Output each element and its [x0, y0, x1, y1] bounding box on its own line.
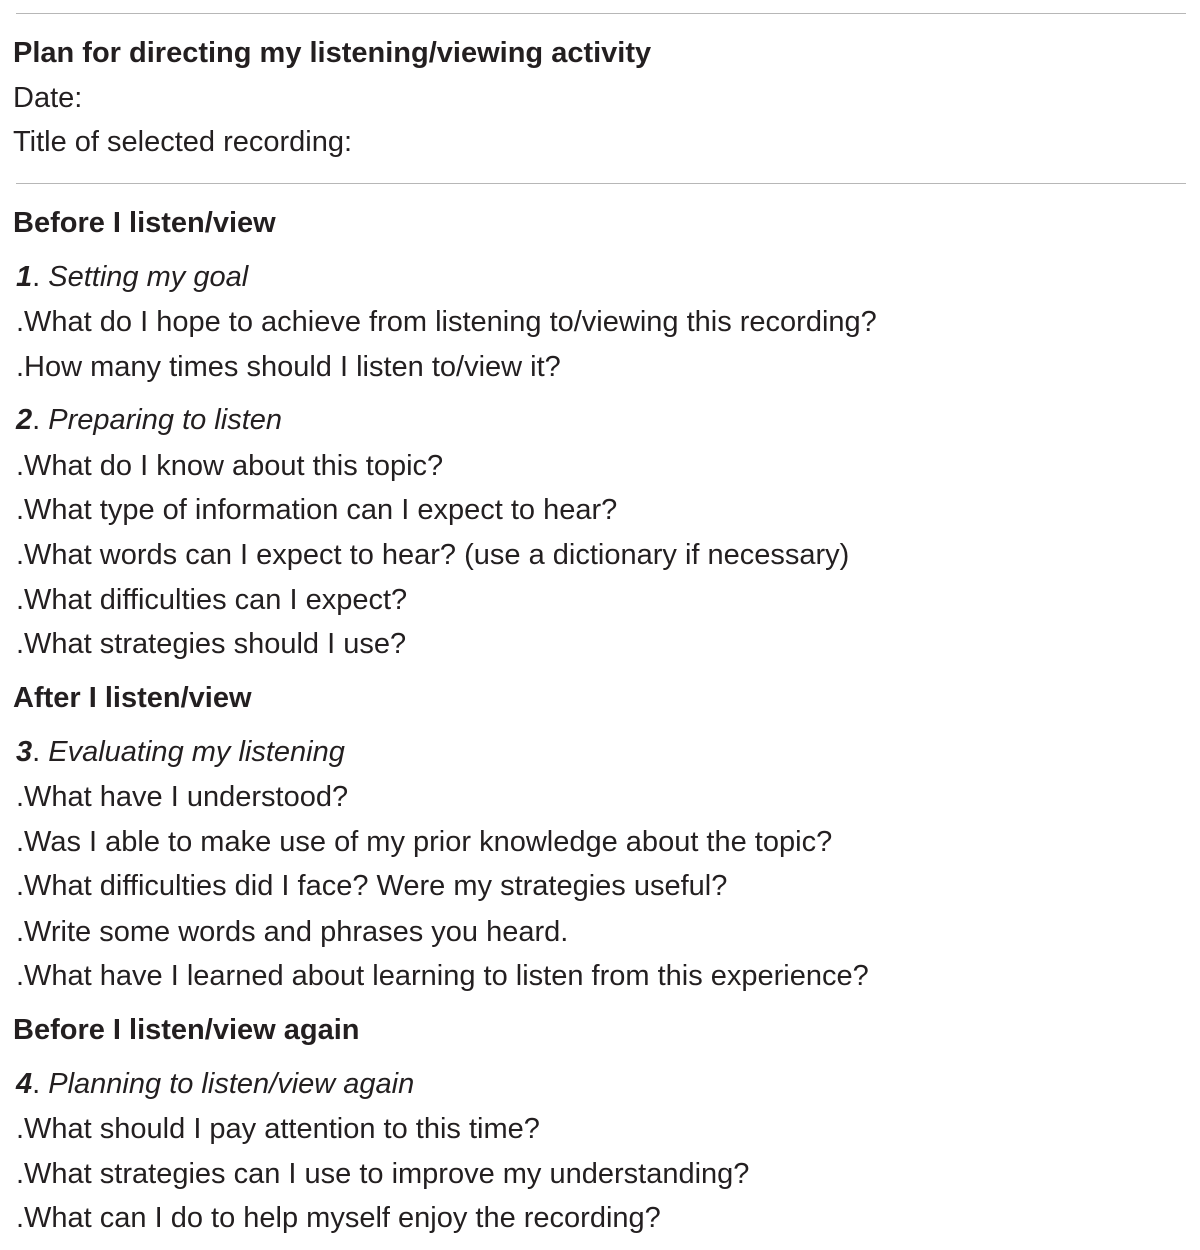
- step-number: 4: [16, 1068, 33, 1100]
- question-item: .What have I understood?: [16, 781, 349, 813]
- question-item: .What can I do to help myself enjoy the recording?: [16, 1202, 661, 1234]
- question-item: .Write some words and phrases you heard.: [16, 916, 569, 948]
- question-item: .How many times should I listen to/view it?: [16, 351, 561, 383]
- section-heading-after: After I listen/view: [13, 682, 252, 714]
- step-title: Preparing to listen: [48, 404, 283, 436]
- step-title: Setting my goal: [48, 261, 249, 293]
- question-item: .What do I hope to achieve from listening to/viewing this recording?: [16, 306, 877, 338]
- step-1-heading: 1. Setting my goal: [16, 261, 249, 293]
- section-heading-before-again: Before I listen/view again: [13, 1014, 360, 1046]
- step-title: Planning to listen/view again: [48, 1068, 415, 1100]
- step-number: 3: [16, 736, 33, 768]
- step-title: Evaluating my listening: [48, 736, 345, 768]
- top-divider: [16, 13, 1186, 14]
- step-number: 2: [16, 404, 33, 436]
- question-item: .What should I pay attention to this time?: [16, 1113, 540, 1145]
- question-item: .What difficulties did I face? Were my strategies useful?: [16, 870, 728, 902]
- question-item: .What type of information can I expect to hear?: [16, 494, 618, 526]
- header-divider: [16, 183, 1186, 184]
- section-heading-before: Before I listen/view: [13, 207, 276, 239]
- date-label: Date:: [13, 82, 83, 114]
- step-2-heading: 2. Preparing to listen: [16, 404, 283, 436]
- question-item: .Was I able to make use of my prior knowledge about the topic?: [16, 826, 833, 858]
- recording-title-label: Title of selected recording:: [13, 126, 353, 158]
- question-item: .What strategies should I use?: [16, 628, 407, 660]
- step-3-heading: 3. Evaluating my listening: [16, 736, 345, 768]
- question-item: .What have I learned about learning to listen from this experience?: [16, 960, 869, 992]
- question-item: .What do I know about this topic?: [16, 450, 444, 482]
- page-title: Plan for directing my listening/viewing activity: [13, 37, 652, 69]
- question-item: .What difficulties can I expect?: [16, 584, 408, 616]
- question-item: .What words can I expect to hear? (use a dictionary if necessary): [16, 539, 850, 571]
- step-4-heading: 4. Planning to listen/view again: [16, 1068, 415, 1100]
- step-number: 1: [16, 261, 33, 293]
- question-item: .What strategies can I use to improve my understanding?: [16, 1158, 750, 1190]
